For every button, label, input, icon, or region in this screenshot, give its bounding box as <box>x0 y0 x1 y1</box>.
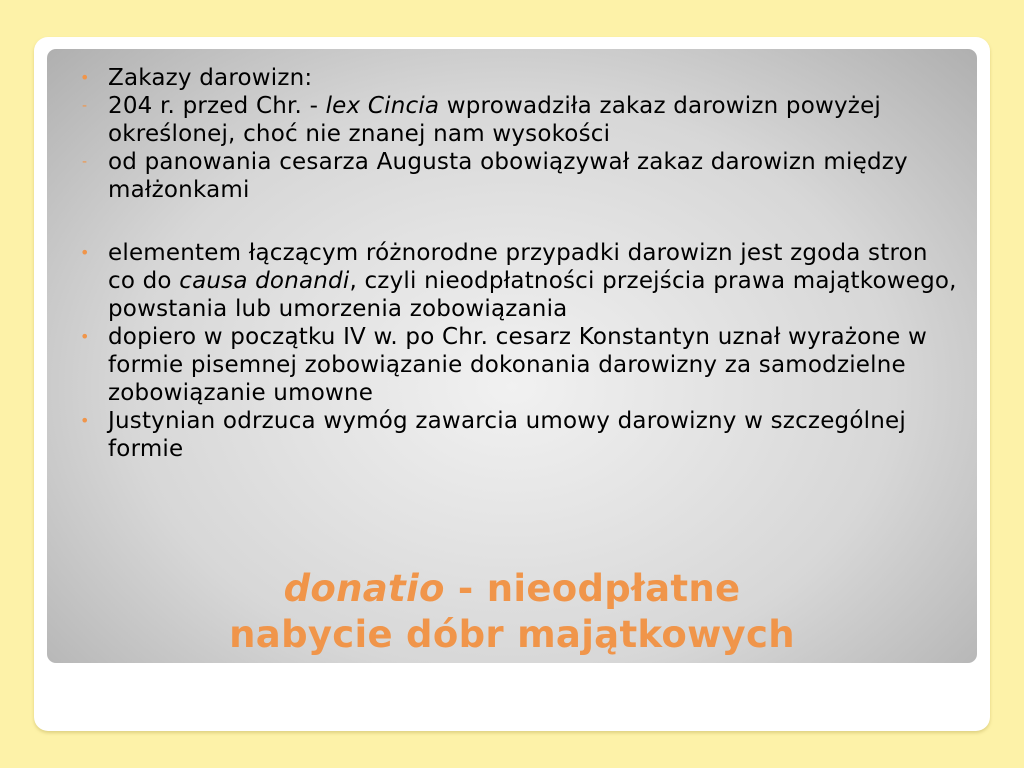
slide-body <box>78 64 958 463</box>
bullet-icon: • <box>80 411 90 430</box>
bullet-icon: • <box>80 327 90 346</box>
bullet-icon: • <box>80 68 90 87</box>
spacer <box>78 204 958 239</box>
item-text-italic: lex Cincia <box>325 93 440 119</box>
dash-icon: - <box>82 98 88 114</box>
item-text: dopiero w początku IV w. po Chr. cesarz Konstantyn uznał wyrażone w formie pisemnej zobowiązanie dokonania darowizny za samodzielne zobowiązanie umowne <box>108 324 928 406</box>
list-item-bullet <box>78 323 958 407</box>
slide-title-line2: nabycie dóbr majątkowych <box>229 613 795 656</box>
item-text-post: wprowadziła zakaz darowizn powyżej określonej, choć nie znanej nam wysokości <box>108 93 882 147</box>
slide-title <box>47 566 977 658</box>
item-text-italic: causa donandi <box>179 268 350 294</box>
list-item-dash <box>78 148 958 204</box>
item-text-pre: elementem łączącym różnorodne przypadki darowizn jest zgoda stron co do <box>108 240 928 294</box>
item-text: od panowania cesarza Augusta obowiązywał zakaz darowizn między małżonkami <box>108 149 908 203</box>
item-text: Justynian odrzuca wymóg zawarcia umowy darowizny w szczególnej formie <box>108 408 906 462</box>
list-item-bullet <box>78 407 958 463</box>
list-item-bullet <box>78 239 958 323</box>
item-text: Zakazy darowizn: <box>108 65 313 91</box>
slide-title-rest: - nieodpłatne <box>444 567 741 610</box>
bullet-icon: • <box>80 243 90 262</box>
slide-title-italic: donatio <box>283 567 445 610</box>
list-item-dash <box>78 92 958 148</box>
list-item-bullet <box>78 64 958 92</box>
slide-title-line1 <box>47 566 977 612</box>
dash-icon: - <box>82 154 88 170</box>
item-text-post: , czyli nieodpłatności przejścia prawa majątkowego, powstania lub umorzenia zobowiązania <box>108 268 957 322</box>
item-text-pre: 204 r. przed Chr. - <box>108 93 326 119</box>
